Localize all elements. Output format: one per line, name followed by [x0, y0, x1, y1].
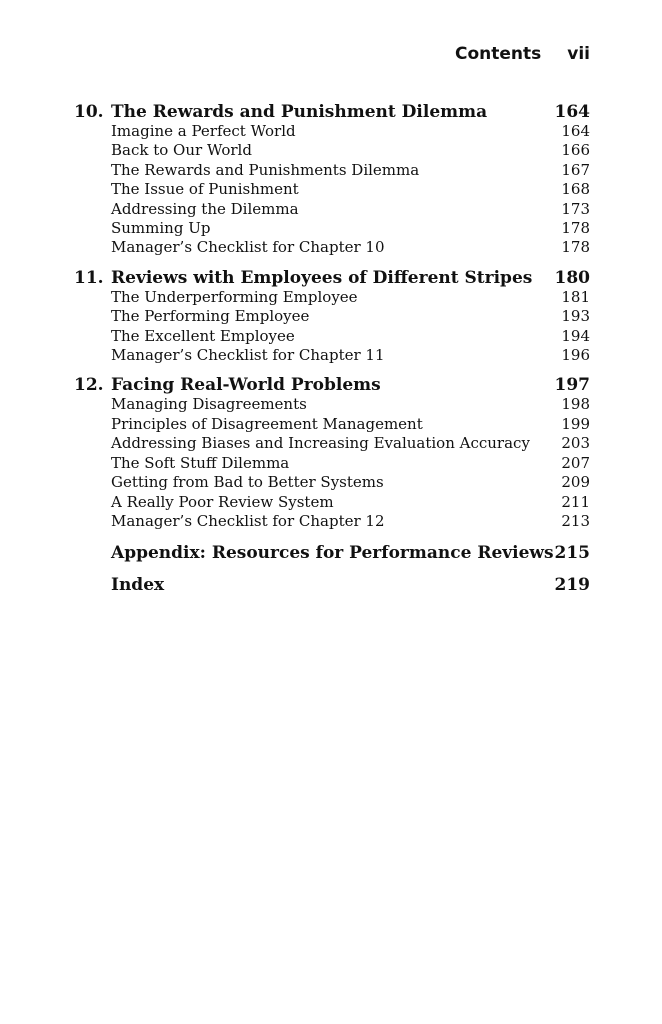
- entry-title: Addressing Biases and Increasing Evaluation Accuracy: [111, 434, 530, 453]
- entry-title: The Excellent Employee: [111, 326, 295, 345]
- chapter-heading: [74, 375, 590, 395]
- entry-page: 178: [561, 238, 590, 257]
- chapter-title: The Rewards and Punishment Dilemma: [111, 102, 488, 122]
- toc-entry: [74, 493, 590, 512]
- chapter-number: 10.: [74, 102, 104, 122]
- toc-entry: [74, 434, 590, 453]
- entry-title: The Underperforming Employee: [111, 287, 358, 306]
- entry-page: 167: [561, 160, 590, 179]
- toc-entry: [74, 454, 590, 473]
- entry-title: Imagine a Perfect World: [111, 122, 296, 140]
- entry-page: 213: [561, 511, 590, 530]
- entry-page: 198: [561, 395, 590, 414]
- entry-page: 193: [561, 307, 590, 326]
- entry-title: Manager’s Checklist for Chapter 10: [111, 238, 385, 257]
- entry-page: 173: [561, 199, 590, 218]
- toc-entry: [74, 161, 590, 180]
- entry-title: Back to Our World: [111, 141, 252, 160]
- entry-title: Managing Disagreements: [111, 395, 307, 414]
- chapter-12: [74, 375, 590, 531]
- toc-entry: [74, 141, 590, 160]
- entry-page: 199: [561, 414, 590, 433]
- chapter-page: 197: [554, 375, 590, 396]
- index-title: Index: [111, 575, 165, 596]
- index-entry: [74, 575, 590, 595]
- chapter-number: 11.: [74, 267, 104, 288]
- appendix-page: 215: [554, 543, 590, 564]
- entry-page: 196: [561, 346, 590, 365]
- entry-page: 211: [561, 492, 590, 511]
- entry-title: The Soft Stuff Dilemma: [111, 453, 290, 472]
- entry-page: 178: [561, 219, 590, 238]
- entry-title: The Issue of Punishment: [111, 180, 299, 199]
- toc-entry: [74, 415, 590, 434]
- toc-entry: [74, 512, 590, 531]
- chapter-10: [74, 102, 590, 258]
- entry-page: 209: [561, 473, 590, 492]
- chapter-number: 12.: [74, 375, 104, 396]
- chapter-page: 180: [554, 267, 590, 288]
- entry-title: Principles of Disagreement Management: [111, 414, 423, 433]
- entry-title: Getting from Bad to Better Systems: [111, 473, 384, 492]
- table-of-contents: [74, 102, 590, 595]
- toc-entry: [74, 288, 590, 307]
- chapter-title: Facing Real-World Problems: [111, 375, 381, 396]
- index-page: 219: [554, 575, 590, 596]
- entry-title: Manager’s Checklist for Chapter 12: [111, 511, 385, 530]
- entry-page: 166: [561, 141, 590, 160]
- entry-title: The Performing Employee: [111, 307, 310, 326]
- entry-page: 164: [561, 122, 590, 140]
- toc-entry: [74, 219, 590, 238]
- chapter-title-wrap: [74, 102, 487, 122]
- chapter-heading: [74, 102, 590, 122]
- appendix-title: Appendix: Resources for Performance Reviews: [111, 543, 554, 564]
- toc-entry: [74, 180, 590, 199]
- entry-page: 203: [561, 434, 590, 453]
- toc-entry: [74, 473, 590, 492]
- toc-entry: [74, 238, 590, 257]
- chapter-11: [74, 268, 590, 366]
- chapter-title: Reviews with Employees of Different Stripes: [111, 267, 533, 288]
- entry-title: Summing Up: [111, 219, 211, 238]
- toc-entry: [74, 200, 590, 219]
- appendix-entry: [74, 543, 590, 563]
- chapter-page: 164: [554, 102, 590, 122]
- page-number: vii: [567, 44, 590, 64]
- entry-title: Addressing the Dilemma: [111, 199, 299, 218]
- entry-page: 207: [561, 453, 590, 472]
- toc-entry: [74, 327, 590, 346]
- chapter-heading: [74, 268, 590, 288]
- running-head: [455, 44, 590, 64]
- entry-page: 181: [561, 287, 590, 306]
- entry-page: 194: [561, 326, 590, 345]
- entry-title: The Rewards and Punishments Dilemma: [111, 160, 420, 179]
- toc-entry: [74, 346, 590, 365]
- entry-title: Manager’s Checklist for Chapter 11: [111, 346, 385, 365]
- running-head-title: Contents: [454, 44, 542, 64]
- toc-entry: [74, 122, 590, 141]
- chapter-title-wrap: [74, 375, 381, 395]
- entry-page: 168: [561, 180, 590, 199]
- toc-entry: [74, 395, 590, 414]
- entry-title: A Really Poor Review System: [111, 492, 334, 511]
- chapter-title-wrap: [74, 268, 532, 288]
- toc-entry: [74, 307, 590, 326]
